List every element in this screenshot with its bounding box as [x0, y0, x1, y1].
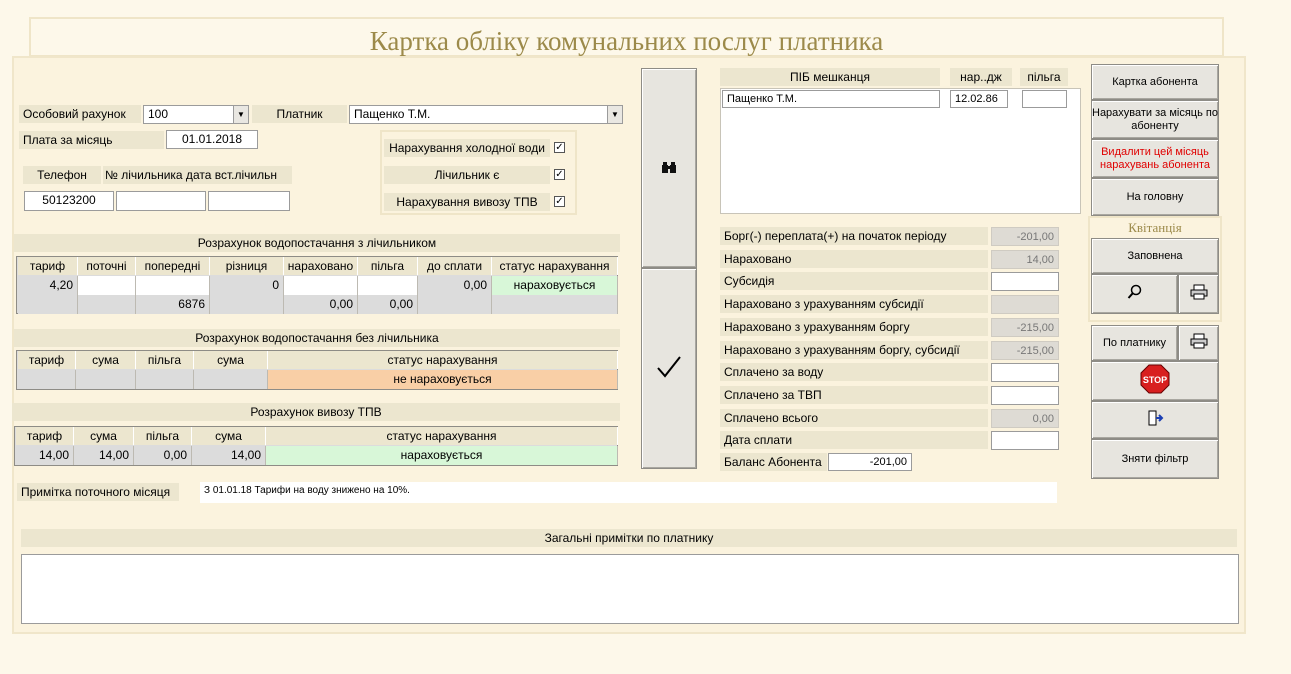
- stop-button[interactable]: [1091, 361, 1219, 401]
- summary-label: Борг(-) переплата(+) на початок періоду: [720, 227, 988, 245]
- printer-icon: [1190, 284, 1208, 304]
- binoculars-icon: [662, 162, 676, 175]
- status-cell: нараховується: [492, 276, 618, 295]
- grid-header: тариф: [16, 427, 74, 445]
- to-pay-cell: [418, 295, 492, 314]
- previous-reading-cell[interactable]: [136, 276, 210, 295]
- grid-header: попередні: [136, 257, 210, 275]
- payer-label: Платник: [252, 105, 347, 123]
- note-field[interactable]: З 01.01.18 Тарифи на воду знижено на 10%.: [200, 482, 1057, 503]
- summary-input[interactable]: [991, 363, 1059, 382]
- grid-header: сума: [76, 351, 136, 369]
- chevron-down-icon[interactable]: ▼: [233, 106, 248, 123]
- charged-cell: 0,00: [284, 295, 358, 314]
- difference-cell: 0: [210, 276, 284, 295]
- remove-filter-button[interactable]: Зняти фільтр: [1091, 439, 1219, 479]
- note-label: Примітка поточного місяця: [17, 483, 179, 501]
- receipt-preview-button[interactable]: [1091, 274, 1178, 314]
- previous-reading-cell: 6876: [136, 295, 210, 314]
- confirm-button[interactable]: [641, 268, 697, 469]
- residents-born-header: нар..дж: [950, 68, 1012, 86]
- balance-field: -201,00: [828, 453, 912, 471]
- resident-name[interactable]: Пащенко Т.М.: [722, 90, 940, 108]
- grid-header: сума: [74, 427, 134, 445]
- water-nometer-title: Розрахунок водопостачання без лічильника: [14, 329, 620, 347]
- sum-cell: [194, 370, 268, 389]
- grid-header: різниця: [210, 257, 284, 275]
- grid-header: сума: [192, 427, 266, 445]
- by-payer-print-button[interactable]: [1178, 325, 1219, 361]
- grid-header: статус нарахування: [492, 257, 618, 275]
- summary-input[interactable]: [991, 272, 1059, 291]
- page-title: Картка обліку комунальних послуг платника: [29, 17, 1224, 57]
- account-combo[interactable]: [143, 105, 249, 124]
- summary-label: Нараховано з урахуванням боргу: [720, 318, 988, 336]
- magnifier-icon: [1127, 284, 1143, 304]
- current-reading-cell[interactable]: [78, 276, 136, 295]
- general-notes-field[interactable]: [21, 554, 1239, 624]
- checkmark-icon: [656, 355, 682, 383]
- summary-label: Сплачено за воду: [720, 363, 988, 381]
- resident-born[interactable]: 12.02.86: [950, 90, 1008, 108]
- receipt-title: Квітанція: [1128, 220, 1182, 235]
- summary-value: -215,00: [991, 318, 1059, 337]
- meter-label: № лічильника дата вст.лічильн: [103, 166, 292, 184]
- waste-checkbox[interactable]: ✓: [555, 196, 564, 207]
- charge-month-button[interactable]: Нарахувати за місяць по абоненту: [1091, 100, 1219, 139]
- tariff-cell: [18, 370, 76, 389]
- summary-input[interactable]: [991, 431, 1059, 450]
- delete-month-button[interactable]: Видалити цей місяць нарахувань абонента: [1091, 139, 1219, 178]
- tariff-cell: [18, 295, 78, 314]
- meter-date-field[interactable]: [208, 191, 290, 211]
- grid-header: тариф: [18, 257, 78, 275]
- account-label: Особовий рахунок: [19, 105, 141, 123]
- stop-sign-icon: [1140, 364, 1170, 398]
- meter-number-field[interactable]: [116, 191, 206, 211]
- meter-exists-checkbox[interactable]: ✓: [555, 169, 564, 180]
- summary-value: 14,00: [991, 250, 1059, 269]
- tariff-cell: 4,20: [18, 276, 78, 295]
- summary-label: Субсидія: [720, 272, 988, 290]
- current-reading-cell: [78, 295, 136, 314]
- payer-combo[interactable]: [349, 105, 623, 124]
- exit-door-icon: [1146, 409, 1164, 431]
- grid-header: пільга: [134, 427, 192, 445]
- status-cell: нараховується: [266, 446, 618, 465]
- resident-benefit[interactable]: [1022, 90, 1067, 108]
- cold-water-checkbox[interactable]: ✓: [555, 142, 564, 153]
- grid-header: сума: [194, 351, 268, 369]
- balance-label: Баланс Абонента: [720, 453, 827, 471]
- account-value: 100: [148, 107, 169, 121]
- waste-title: Розрахунок вивозу ТПВ: [12, 403, 620, 421]
- summary-label: Нараховано з урахуванням боргу, субсидії: [720, 341, 988, 359]
- summary-value: 0,00: [991, 409, 1059, 428]
- water-meter-title: Розрахунок водопостачання з лічильником: [14, 234, 620, 252]
- to-pay-cell: 0,00: [418, 276, 492, 295]
- benefit-cell[interactable]: [358, 276, 418, 295]
- summary-label: Сплачено за ТВП: [720, 386, 988, 404]
- general-notes-label: Загальні примітки по платнику: [21, 529, 1237, 547]
- waste-label: Нарахування вивозу ТПВ: [384, 193, 550, 211]
- summary-label: Сплачено всього: [720, 409, 988, 427]
- grid-header: поточні: [78, 257, 136, 275]
- home-button[interactable]: На головну: [1091, 178, 1219, 216]
- sum-cell: 14,00: [74, 446, 134, 465]
- payer-value: Пащенко Т.М.: [354, 107, 431, 121]
- grid-header: нараховано: [284, 257, 358, 275]
- month-field[interactable]: 01.01.2018: [166, 130, 258, 149]
- by-payer-button[interactable]: По платнику: [1091, 325, 1178, 361]
- chevron-down-icon[interactable]: ▼: [607, 106, 622, 123]
- difference-cell: [210, 295, 284, 314]
- status-cell: не нараховується: [268, 370, 618, 389]
- sum-cell: [76, 370, 136, 389]
- grid-header: до сплати: [418, 257, 492, 275]
- residents-benefit-header: пільга: [1020, 68, 1068, 86]
- phone-label: Телефон: [23, 166, 101, 184]
- benefit-cell: 0,00: [134, 446, 192, 465]
- status-cell: [492, 295, 618, 314]
- exit-button[interactable]: [1091, 401, 1219, 439]
- grid-header: пільга: [136, 351, 194, 369]
- phone-field[interactable]: 50123200: [24, 191, 114, 211]
- charged-cell[interactable]: [284, 276, 358, 295]
- summary-value: -201,00: [991, 227, 1059, 246]
- summary-value: -215,00: [991, 341, 1059, 360]
- tariff-cell: 14,00: [16, 446, 74, 465]
- receipt-print-button[interactable]: [1178, 274, 1219, 314]
- grid-header: пільга: [358, 257, 418, 275]
- grid-header: статус нарахування: [268, 351, 618, 369]
- meter-exists-label: Лічильник є: [384, 166, 550, 184]
- summary-input[interactable]: [991, 386, 1059, 405]
- grid-header: статус нарахування: [266, 427, 618, 445]
- benefit-cell: [136, 370, 194, 389]
- residents-name-header: ПІБ мешканця: [720, 68, 940, 86]
- printer-icon: [1190, 333, 1208, 353]
- find-button[interactable]: [641, 68, 697, 268]
- summary-label: Нараховано з урахуванням субсидії: [720, 295, 988, 313]
- subscriber-card-button[interactable]: Картка абонента: [1091, 64, 1219, 100]
- sum-cell: 14,00: [192, 446, 266, 465]
- summary-value: [991, 295, 1059, 314]
- summary-label: Дата сплати: [720, 431, 988, 449]
- filled-button[interactable]: Заповнена: [1091, 238, 1219, 274]
- month-label: Плата за місяць: [19, 131, 164, 149]
- stop-sign-text: STOP: [1142, 375, 1168, 385]
- summary-label: Нараховано: [720, 250, 988, 268]
- grid-header: тариф: [18, 351, 76, 369]
- benefit-cell: 0,00: [358, 295, 418, 314]
- cold-water-label: Нарахування холодної води: [384, 139, 550, 157]
